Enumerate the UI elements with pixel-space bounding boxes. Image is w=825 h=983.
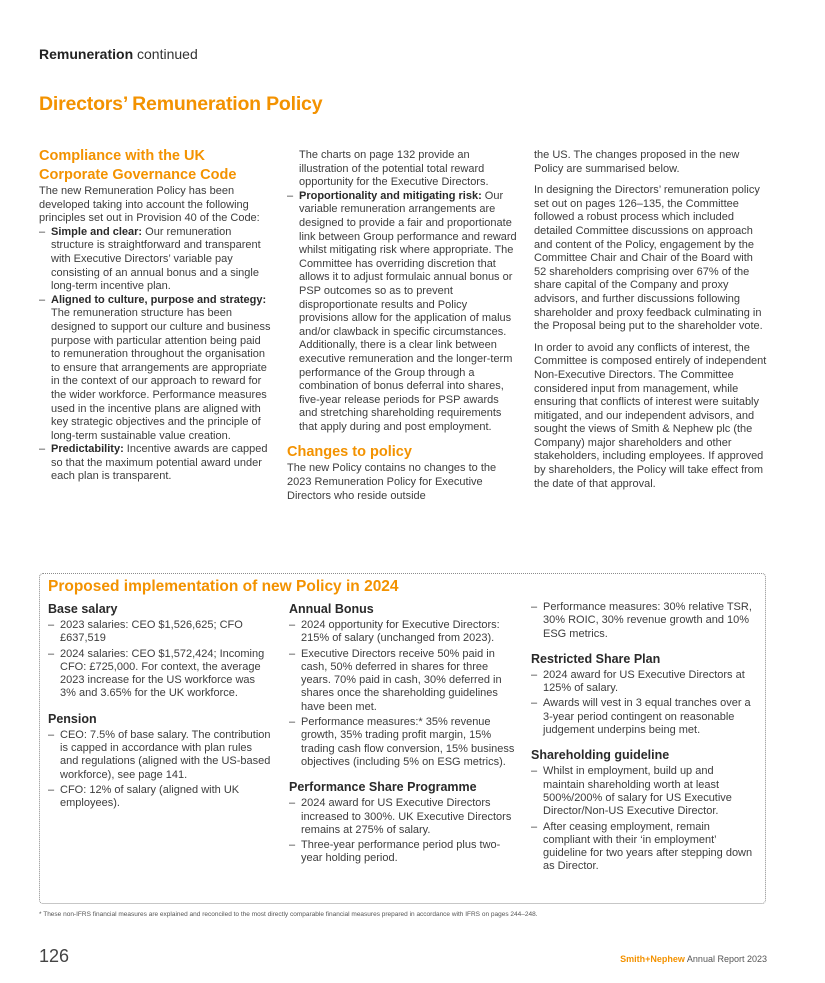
section-label-bold: Remuneration xyxy=(39,46,134,62)
column-3 xyxy=(534,149,768,499)
changes-text: The new Policy contains no changes to the 2023 Remuneration Policy for Executive Directors who reside outside xyxy=(287,462,497,502)
list-item: – 2024 award for US Executive Directors increased to 300%. UK Executive Directors remains at 275% of salary. xyxy=(289,797,515,837)
charts-reference: The charts on page 132 provide an illustration of the potential total reward opportunity for the Executive Directors. xyxy=(299,149,489,189)
column-1 xyxy=(39,147,271,484)
section-label-rest: continued xyxy=(133,46,198,62)
section-label xyxy=(39,46,198,62)
box-column-3 xyxy=(531,601,757,876)
list-item: – Performance measures: 30% relative TSR, 30% ROIC, 30% revenue growth and 10% ESG metrics. xyxy=(531,601,757,641)
principle-predictability xyxy=(39,443,271,484)
design-process: In designing the Directors’ remuneration policy set out on pages 126–135, the Committee followed a robust process which included detailed Committee discussions on approach and content of the Policy, engagement by the Committee Chair and Chair of the Board with 52 shareholders comprising over 67% of the share capital of the Company and proxy advisors, and further discussions following shareholder and proxy feedback culminating in the Proposal being put to the shareholder vote. xyxy=(534,184,763,333)
list-item: – 2023 salaries: CEO $1,526,625; CFO £637,519 xyxy=(48,619,273,646)
proportionality-list xyxy=(287,190,519,435)
footnote: * These non-IFRS financial measures are explained and reconciled to the most directly comparable financial measures prepared in accordance with IFRS on pages 244–248. xyxy=(39,911,538,918)
base-salary-list xyxy=(48,619,273,701)
column-2 xyxy=(287,149,519,511)
principle-label: Predictability: xyxy=(51,443,124,456)
implementation-title: Proposed implementation of new Policy in 2024 xyxy=(48,578,399,595)
psp-list xyxy=(289,797,515,865)
base-salary-heading: Base salary xyxy=(48,602,118,616)
principle-text: The remuneration structure has been designed to support our culture and business purpose with particular attention being paid to remuneration throughout the organisation to ensure that arrangements are appropriate in the context of our approach to reward for the wider workforce. Performance measures used in the incentive plans are aligned with key strategic objectives and the principle of long-term sustainable value creation. xyxy=(51,307,271,442)
compliance-intro: The new Remuneration Policy has been developed taking into account the following principles set out in Provision 40 of the Code: xyxy=(39,185,260,225)
principle-simple-clear xyxy=(39,226,271,294)
annual-bonus-heading: Annual Bonus xyxy=(289,602,374,616)
brand-name: Smith+Nephew xyxy=(620,954,685,964)
list-item: – CFO: 12% of salary (aligned with UK employees). xyxy=(48,784,273,811)
principle-text: Our variable remuneration arrangements are designed to provide a fair and proportionate link between Group performance and reward whilst mitigating risk where appropriate. The Committee has overriding discretion that allows it to adjust formulaic annual bonus or PSP outcomes so as to prevent disproportionate results and Policy provisions allow for the application of malus and/or clawback in specific circumstances. Additionally, there is a clear link between executive remuneration and the longer-term performance of the Group through a combination of bonus deferral into shares, five-year release periods for PSP awards and stretching shareholding requirements that apply during and post employment. xyxy=(299,189,517,433)
changes-summary: the US. The changes proposed in the new Policy are summarised below. xyxy=(534,149,740,175)
list-item: – Executive Directors receive 50% paid in cash, 50% deferred in shares for three years. 70% paid in cash, 30% deferred in shares once the shareholding guidelines have been met. xyxy=(289,648,515,714)
page-number: 126 xyxy=(39,946,70,966)
list-item: – CEO: 7.5% of base salary. The contribution is capped in accordance with plan rules and regulations (aligned with the US-based workforce), see page 141. xyxy=(48,729,273,782)
list-item: – Awards will vest in 3 equal tranches over a 3-year period contingent on reasonable judgement underpins being met. xyxy=(531,697,757,737)
principle-label: Proportionality and mitigating risk: xyxy=(299,189,482,202)
compliance-heading: Compliance with the UK Corporate Governance Code xyxy=(39,148,237,183)
report-brand xyxy=(620,954,767,964)
pension-list xyxy=(48,729,273,811)
list-item: – After ceasing employment, remain compliant with their ‘in employment’ guideline for two years after stepping down as Director. xyxy=(531,821,757,874)
principle-text: Incentive awards are capped so that the maximum potential award under each plan is transparent. xyxy=(51,443,268,483)
principle-label: Aligned to culture, purpose and strategy: xyxy=(51,293,267,306)
principle-aligned-culture xyxy=(39,294,271,444)
changes-heading: Changes to policy xyxy=(287,444,412,461)
principle-text: Our remuneration structure is straightforward and transparent with Executive Directors’ variable pay consisting of an annual bonus and a single long-term incentive plan. xyxy=(51,225,261,293)
box-column-1 xyxy=(48,601,273,813)
principle-label: Simple and clear: xyxy=(51,225,143,238)
list-item: – 2024 opportunity for Executive Directors: 215% of salary (unchanged from 2023). xyxy=(289,619,515,646)
list-item: – 2024 award for US Executive Directors at 125% of salary. xyxy=(531,669,757,696)
principles-list xyxy=(39,226,271,484)
shareholding-list xyxy=(531,765,757,873)
list-item: – Whilst in employment, build up and maintain shareholding worth at least 500%/200% of salary for US Executive Director/Non-US Executive Director. xyxy=(531,765,757,818)
list-item: – Performance measures:* 35% revenue growth, 35% trading profit margin, 15% trading cash flow conversion, 15% business objectives (including 5% on ESG metrics). xyxy=(289,716,515,769)
psp-continued-list xyxy=(531,601,757,641)
rsp-heading: Restricted Share Plan xyxy=(531,651,661,666)
list-item: – Three-year performance period plus two-year holding period. xyxy=(289,839,515,866)
box-column-2 xyxy=(289,601,515,868)
conflicts-of-interest: In order to avoid any conflicts of interest, the Committee is composed entirely of independent Non-Executive Directors. The Committee considered input from management, while ensuring that conflicts of interest were suitably mitigated, and our independent advisors, and sought the views of Smith & Nephew plc (the Company) major shareholders and other stakeholders, including employees. If approved by shareholders, the Policy will take effect from the date of that approval. xyxy=(534,341,767,490)
rsp-list xyxy=(531,669,757,737)
psp-heading: Performance Share Programme xyxy=(289,780,477,795)
principle-proportionality xyxy=(287,190,519,435)
list-item: – 2024 salaries: CEO $1,572,424; Incoming CFO: £725,000. For context, the average 2023 increase for the US workforce was 3% and 3.65% for the UK workforce. xyxy=(48,648,273,701)
report-name: Annual Report 2023 xyxy=(684,954,767,964)
page-title: Directors’ Remuneration Policy xyxy=(39,93,323,115)
annual-bonus-list xyxy=(289,619,515,769)
pension-heading: Pension xyxy=(48,711,97,726)
shareholding-heading: Shareholding guideline xyxy=(531,748,670,763)
